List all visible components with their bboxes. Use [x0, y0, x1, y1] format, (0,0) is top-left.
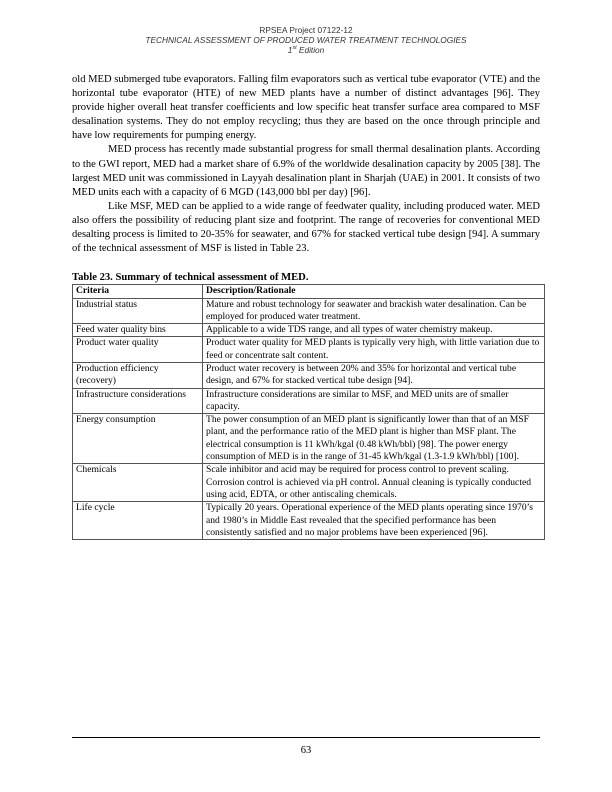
paragraph-2: MED process has recently made substantial progress for small thermal desalination plants. According to the GWI report, MED had a market share of 6.9% of the worldwide desalination capacity by 2005 [38]. The largest MED unit was commissioned in Layyah desalination plant in Sharjah (UAE) in 2001. It consists of two MED units each with a capacity of 6 MGD (143,000 bbl per day) [96]. — [72, 144, 540, 198]
med-assessment-table — [72, 284, 545, 540]
description-cell: Mature and robust technology for seawater and brackish water desalination. Can be employed for produced water treatment. — [203, 298, 545, 324]
column-header-criteria: Criteria — [73, 285, 203, 298]
criteria-cell: Production efficiency (recovery) — [73, 363, 203, 389]
column-header-description: Description/Rationale — [203, 285, 545, 298]
header-title: TECHNICAL ASSESSMENT OF PRODUCED WATER TREATMENT TECHNOLOGIES — [145, 35, 467, 45]
table-row — [73, 388, 545, 414]
page-content — [72, 73, 540, 540]
table-caption: Table 23. Summary of technical assessment of MED. — [72, 272, 309, 284]
footer-divider — [72, 737, 540, 738]
header-edition: 1st Edition — [287, 45, 325, 55]
criteria-cell: Infrastructure considerations — [73, 388, 203, 414]
table-row — [73, 414, 545, 464]
page-number: 63 — [300, 745, 312, 756]
criteria-cell: Feed water quality bins — [73, 324, 203, 337]
page-header — [0, 25, 612, 55]
criteria-cell: Chemicals — [73, 464, 203, 502]
table-row — [73, 337, 545, 363]
description-cell: Product water quality for MED plants is typically very high, with little variation due to feed or concentrate salt content. — [203, 337, 545, 363]
description-cell: Typically 20 years. Operational experience of the MED plants operating since 1970’s and 1980’s in Middle East revealed that the specified performance has been consistently satisfied and no major problems have been experienced [96]. — [203, 502, 545, 540]
criteria-cell: Product water quality — [73, 337, 203, 363]
description-cell: Product water recovery is between 20% and 35% for horizontal and vertical tube design, and 67% for stacked vertical tube design [94]. — [203, 363, 545, 389]
paragraph-1: old MED submerged tube evaporators. Falling film evaporators such as vertical tube evaporator (VTE) and the horizontal tube evaporator (HTE) of new MED plants have a number of distinct advantages [96]. They provide higher overall heat transfer coefficients and low specific heat transfer surface area compared to MSF desalination systems. They do not employ recycling; thus they are based on the once through principle and have low requirements for pumping energy. — [72, 74, 540, 142]
table-row — [73, 324, 545, 337]
table-row — [73, 464, 545, 502]
criteria-cell: Industrial status — [73, 298, 203, 324]
table-row — [73, 298, 545, 324]
criteria-cell: Life cycle — [73, 502, 203, 540]
description-cell: Applicable to a wide TDS range, and all types of water chemistry makeup. — [203, 324, 545, 337]
description-cell: Infrastructure considerations are similar to MSF, and MED units are of smaller capacity. — [203, 388, 545, 414]
table-row — [73, 363, 545, 389]
table-header-row — [73, 285, 545, 298]
paragraph-3: Like MSF, MED can be applied to a wide range of feedwater quality, including produced water. MED also offers the possibility of reducing plant size and footprint. The range of recoveries for conventional MED desalting process is limited to 20-35% for seawater, and 67% for stacked vertical tube design [94]. A summary of the technical assessment of MSF is listed in Table 23. — [72, 200, 540, 255]
description-cell: Scale inhibitor and acid may be required for process control to prevent scaling. Corrosion control is achieved via pH control. Annual cleaning is typically conducted using acid, EDTA, or other antiscaling chemicals. — [203, 464, 545, 502]
table-row — [73, 502, 545, 540]
criteria-cell: Energy consumption — [73, 414, 203, 464]
header-project: RPSEA Project 07122-12 — [259, 25, 353, 35]
description-cell: The power consumption of an MED plant is significantly lower than that of an MSF plant, and the performance ratio of the MED plant is higher than MSF plant. The electrical consumption is 11 kWh/kgal (0.48 kWh/bbl) [98]. The power energy consumption of MED is in the range of 31-45 kWh/kgal (1.3-1.9 kWh/bbl) [100]. — [203, 414, 545, 464]
